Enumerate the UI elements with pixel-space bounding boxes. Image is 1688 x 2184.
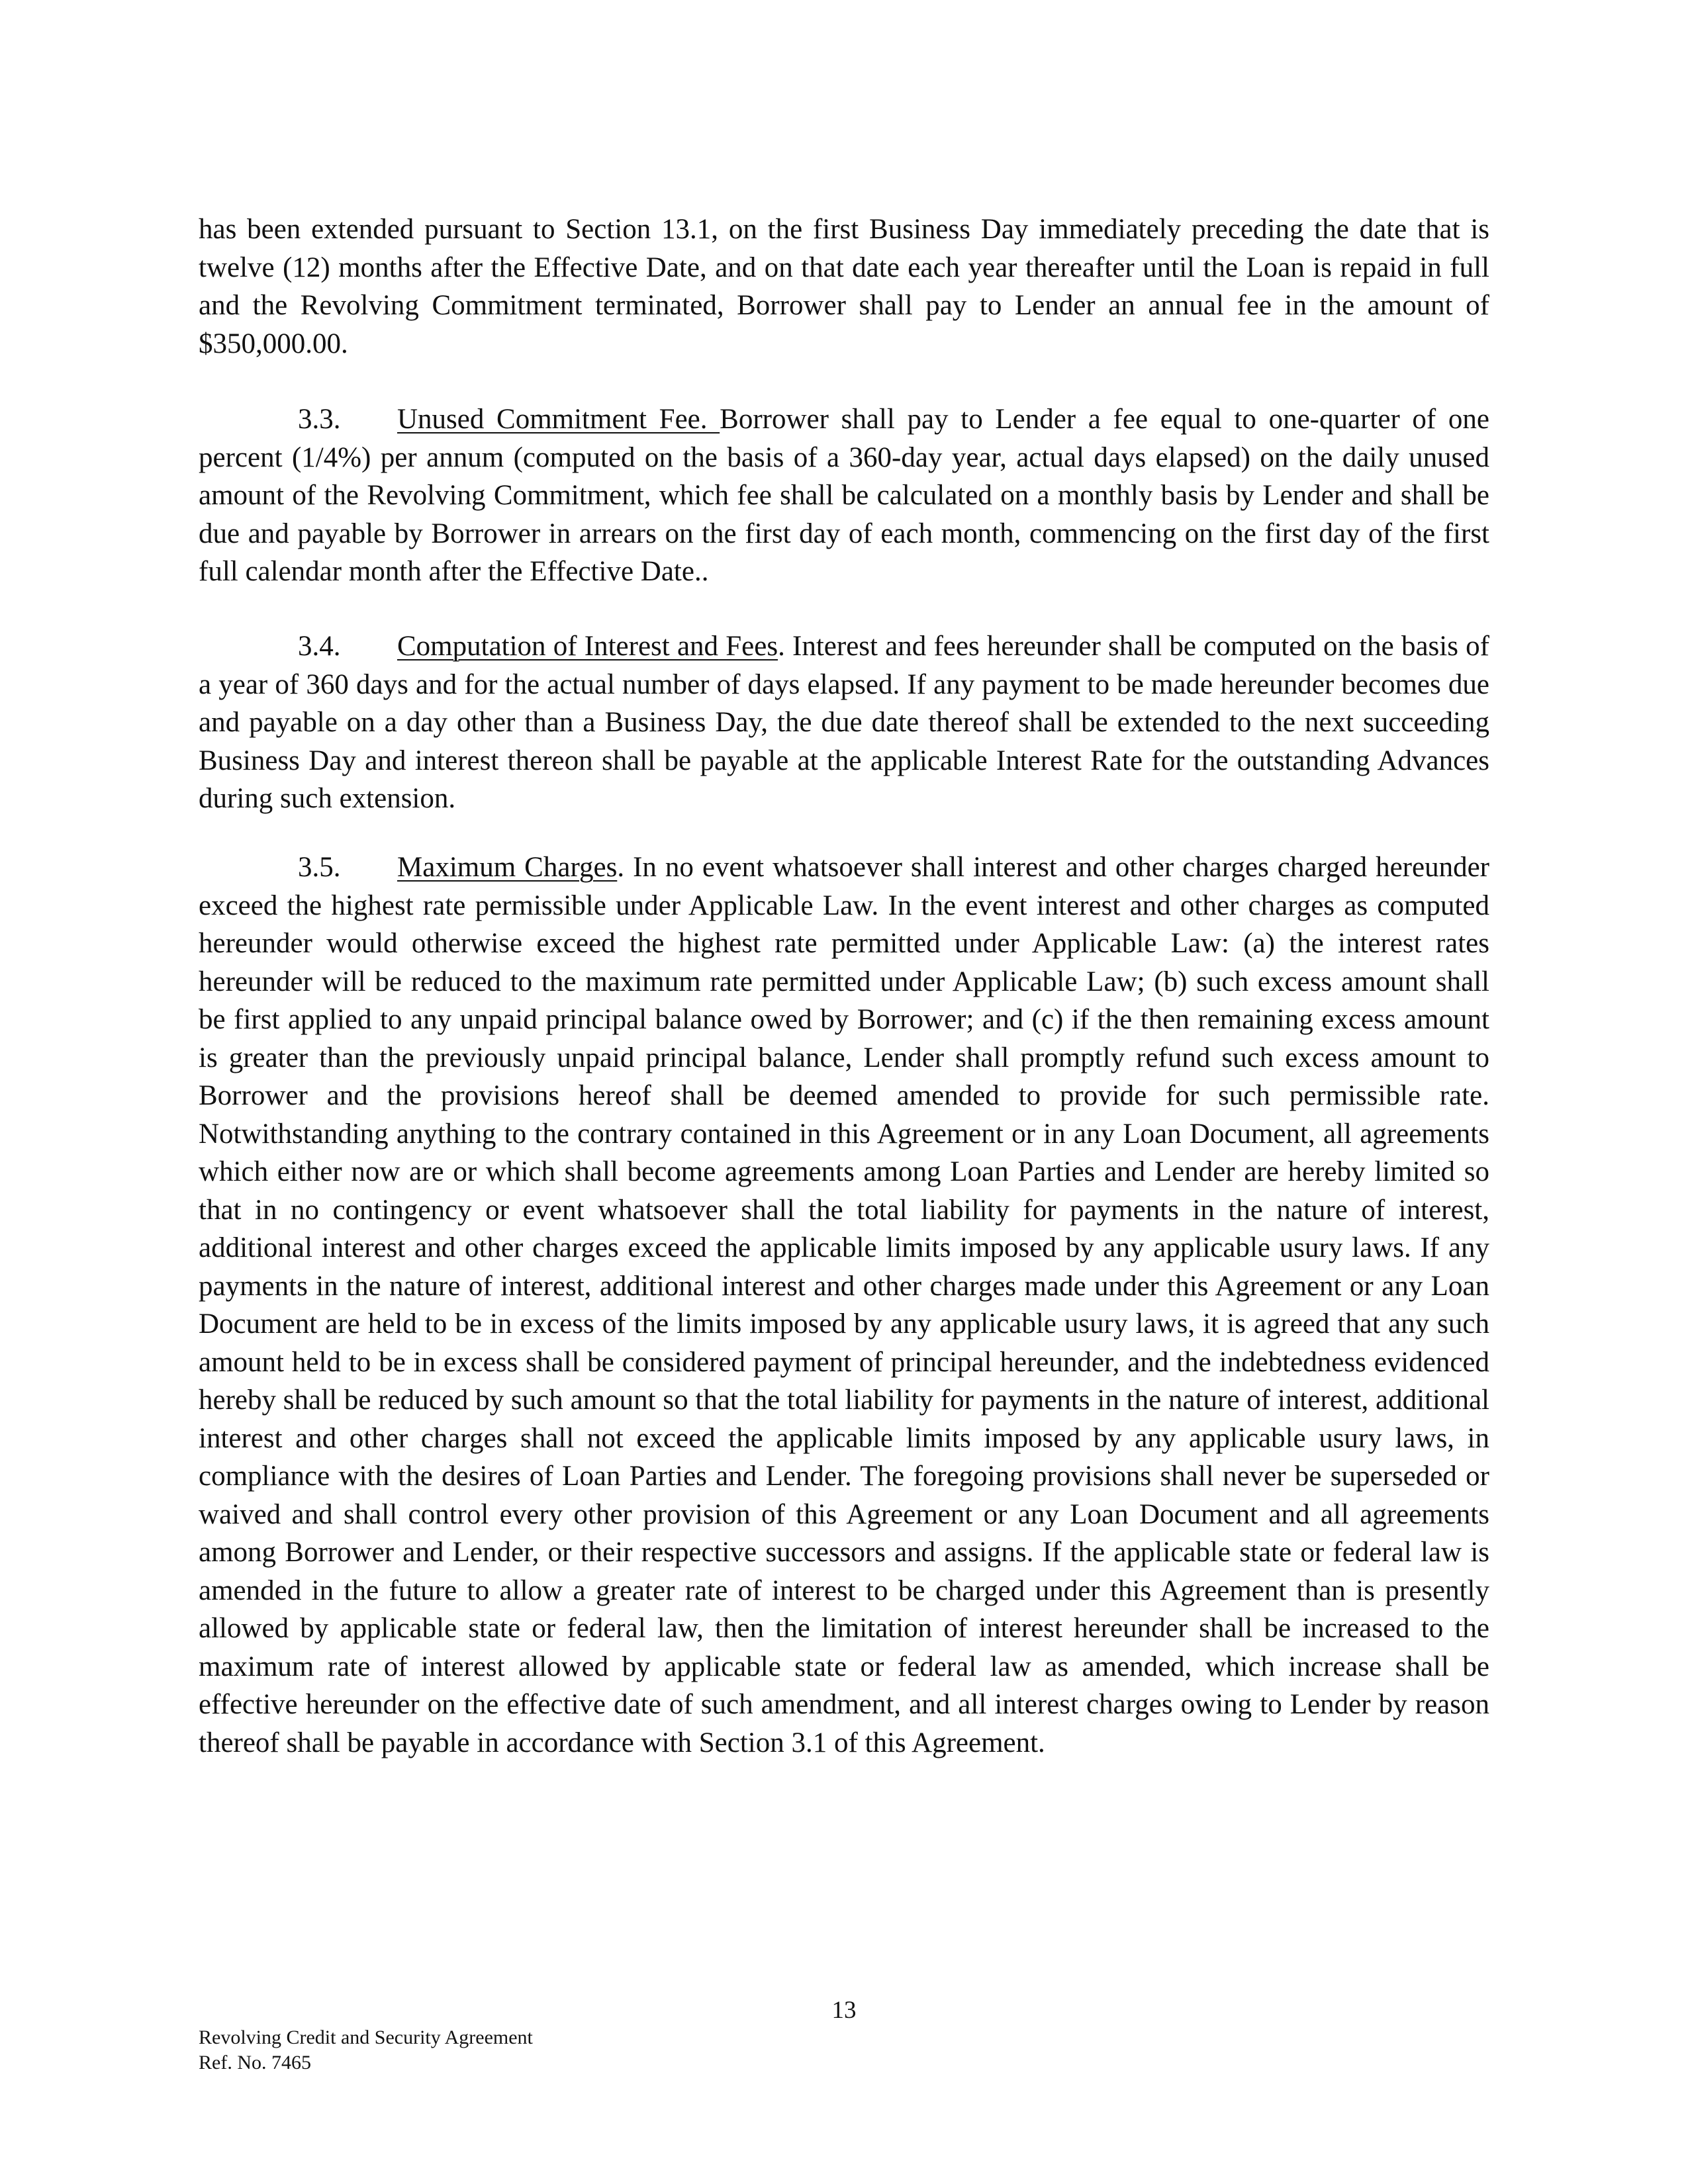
section-heading: Maximum Charges — [397, 852, 618, 883]
footer-reference: Ref. No. 7465 — [199, 2052, 311, 2073]
section-3-3-paragraph — [199, 400, 1489, 591]
section-body: . In no event whatsoever shall interest and other charges charged hereunder exceed the highest rate permissible under Applicable Law. In the event interest and other charges as computed hereunder would otherwise exceed the highest rate permitted under Applicable Law: (a) the interest rates hereunder will be reduced to the maximum rate permitted under Applicable Law; (b) such excess amount shall be first applied to any unpaid principal balance owed by Borrower; and (c) if the then remaining excess amount is greater than the previously unpaid principal balance, Lender shall promptly refund such excess amount to Borrower and the provisions hereof shall be deemed amended to provide for such permissible rate. Notwithstanding anything to the contrary contained in this Agreement or in any Loan Document, all agreements which either now are or which shall become agreements among Loan Parties and Lender are hereby limited so that in no contingency or event whatsoever shall the total liability for payments in the nature of interest, additional interest and other charges exceed the applicable limits imposed by any applicable usury laws. If any payments in the nature of interest, additional interest and other charges made under this Agreement or any Loan Document are held to be in excess of the limits imposed by any applicable usury laws, it is agreed that any such amount held to be in excess shall be considered payment of principal hereunder, and the indebtedness evidenced hereby shall be reduced by such amount so that the total liability for payments in the nature of interest, additional interest and other charges shall not exceed the applicable limits imposed by any applicable usury laws, in compliance with the desires of Loan Parties and Lender. The foregoing provisions shall never be superseded or waived and shall control every other provision of this Agreement or any Loan Document and all agreements among Borrower and Lender, or their respective successors and assigns. If the applicable state or federal law is amended in the future to allow a greater rate of interest to be charged under this Agreement than is presently allowed by applicable state or federal law, then the limitation of interest hereunder shall be increased to the maximum rate of interest allowed by applicable state or federal law as amended, which increase shall be effective hereunder on the effective date of such amendment, and all interest charges owing to Lender by reason thereof shall be payable in accordance with Section 3.1 of this Agreement. — [199, 852, 1489, 1758]
section-heading: Unused Commitment Fee. — [397, 404, 720, 435]
footer-document-title: Revolving Credit and Security Agreement — [199, 2026, 533, 2048]
section-body: Borrower shall pay to Lender a fee equal to one-quarter of one percent (1/4%) per annum (computed on the basis of a 360-day year, actual days elapsed) on the daily unused amount of the Revolving Commitment, which fee shall be calculated on a monthly basis by Lender and shall be due and payable by Borrower in arrears on the first day of each month, commencing on the first day of the first full calendar month after the Effective Date.. — [199, 404, 1489, 587]
section-3-4-paragraph — [199, 627, 1489, 818]
section-number: 3.5. — [298, 852, 341, 883]
footer — [199, 2025, 533, 2075]
section-3-5-paragraph — [199, 848, 1489, 1762]
section-heading: Computation of Interest and Fees — [397, 631, 778, 662]
page-number: 13 — [831, 1997, 857, 2024]
section-number: 3.4. — [298, 631, 341, 662]
section-body: . Interest and fees hereunder shall be computed on the basis of a year of 360 days and for the actual number of days elapsed. If any payment to be made hereunder becomes due and payable on a day other than a Business Day, the due date thereof shall be extended to the next succeeding Business Day and interest thereon shall be payable at the applicable Interest Rate for the outstanding Advances during such extension. — [199, 631, 1489, 814]
intro-paragraph: has been extended pursuant to Section 13.1, on the first Business Day immediately preceding the date that is twelve (12) months after the Effective Date, and on that date each year thereafter until the Loan is repaid in full and the Revolving Commitment terminated, Borrower shall pay to Lender an annual fee in the amount of $350,000.00. — [199, 214, 1489, 359]
section-number: 3.3. — [298, 404, 341, 435]
